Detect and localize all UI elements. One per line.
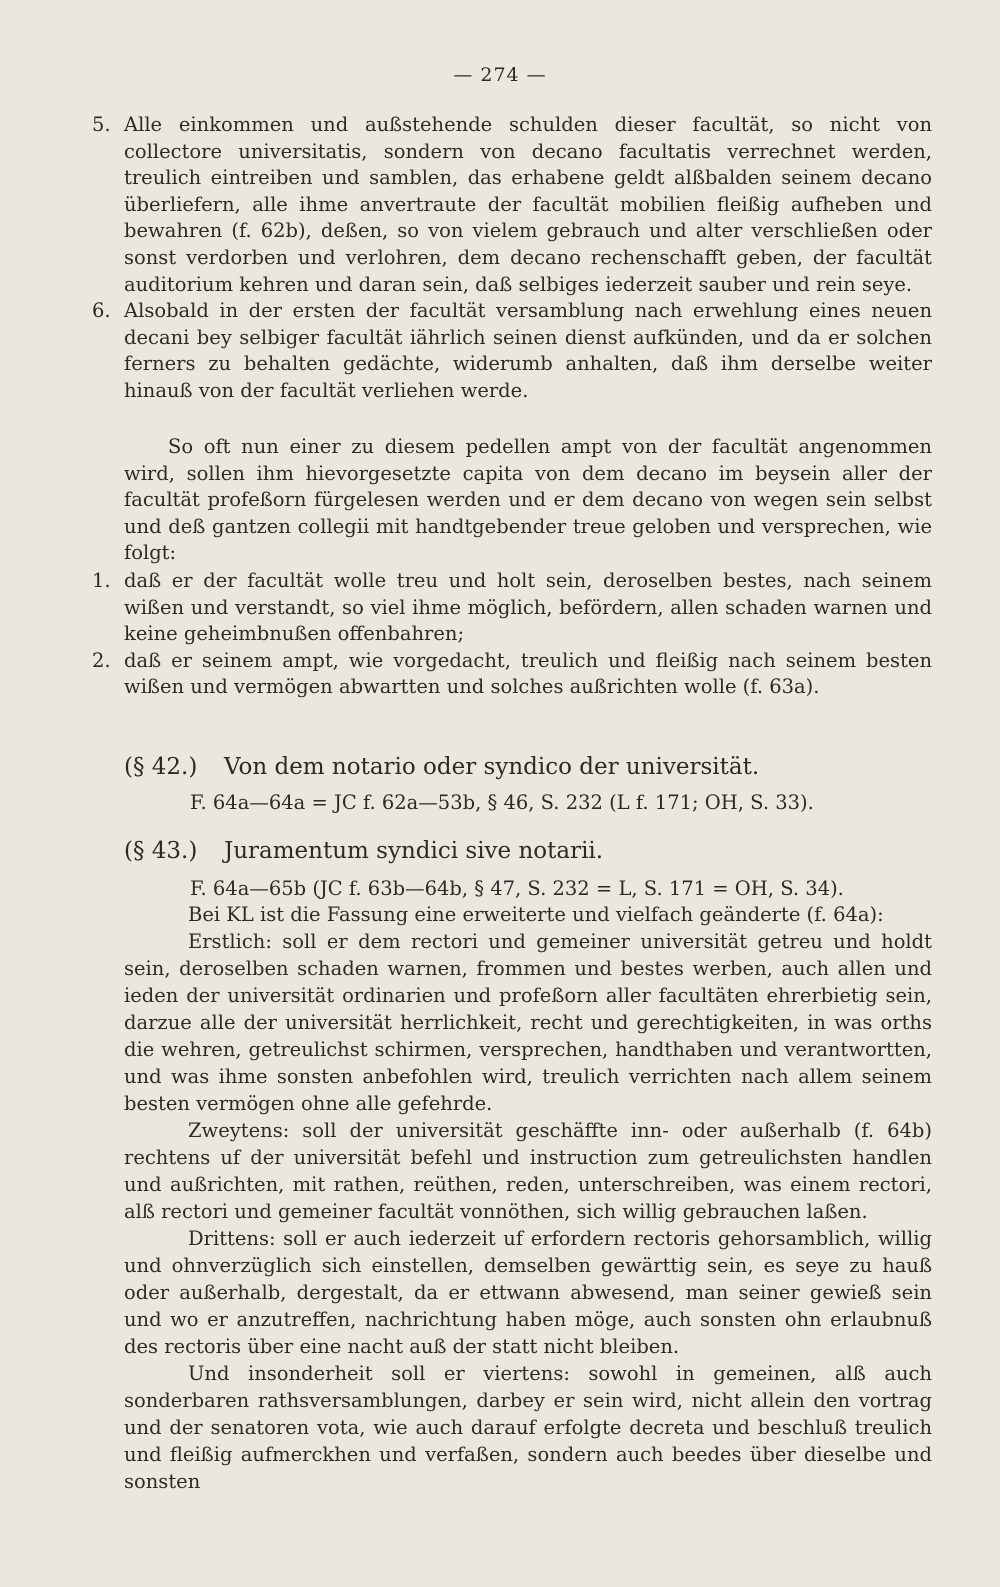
section-reference-42: F. 64a—64a = JC f. 62a—53b, § 46, S. 232 (L f. 171; OH, S. 33). <box>190 791 814 814</box>
list-item <box>92 298 932 404</box>
section-43-body <box>124 901 932 1495</box>
duty-list <box>92 112 932 405</box>
section-title: Juramentum syndici sive notarii. <box>224 838 604 864</box>
item-text: Alsobald in der ersten der facultät versamblung nach erwehlung eines neuen decani bey selbiger facultät iährlich seinen dienst aufkünden, und da er solchen ferners zu behalten gedächte, widerumb anhalten, daß ihm derselbe weiter hinauß von der facultät verliehen werde. <box>124 299 932 402</box>
item-number: 1. <box>92 569 111 592</box>
section-heading-43 <box>124 836 603 866</box>
list-item <box>92 648 932 701</box>
list-item <box>92 568 932 648</box>
oath-intro-block <box>124 434 932 567</box>
paragraph: Zweytens: soll der universität geschäffte inn- oder außerhalb (f. 64b) rechtens uf der universität befehl und instruction zum getreulichsten handlen und außrichten, mit rathen, reüthen, reden, unterschreiben, was einem rectori, alß rectori und gemeiner facultät vonnöthen, sich willig gebrauchen laßen. <box>124 1119 932 1223</box>
page-number: — 274 — <box>453 64 547 86</box>
section-number: (§ 43.) <box>124 838 198 864</box>
section-title: Von dem notario oder syndico der universität. <box>224 754 760 780</box>
section-heading-42 <box>124 752 759 782</box>
paragraph: Und insonderheit soll er viertens: sowohl in gemeinen, alß auch sonderbaren rathsversamblungen, darbey er sein wird, nicht allein den vortrag und der senatoren vota, wie auch darauf erfolgte decreta und beschluß treulich und fleißig aufmerckhen und verfaßen, sondern auch beedes über dieselbe und sonsten <box>124 1362 932 1493</box>
paragraph: Erstlich: soll er dem rectori und gemeiner universität getreu und holdt sein, deroselben schaden warnen, frommen und bestes werben, auch allen und ieden der universität ordinarien und profeßorn aller facultäten ehrerbietig sein, darzue alle der universität herrlichkeit, recht und gerechtigkeiten, in was orths die wehren, getreulichst schirmen, versprechen, handthaben und verantwortten, und was ihme sonsten anbefohlen wird, treulich verrichten nach allem seinem besten vermögen ohne alle gefehrde. <box>124 930 932 1115</box>
section-reference-43: F. 64a—65b (JC f. 63b—64b, § 47, S. 232 = L, S. 171 = OH, S. 34). <box>190 877 844 900</box>
section-intro: Bei KL ist die Fassung eine erweiterte und vielfach geänderte (f. 64a): <box>188 903 884 926</box>
paragraph: Drittens: soll er auch iederzeit uf erfordern rectoris gehorsamblich, willig und ohnverzüglich sich einstellen, demselben gewärttig sein, es seye zu hauß oder außerhalb, dergestalt, da er ettwann abwesend, man seiner gewieß sein und wo er anzutreffen, nachrichtung haben möge, auch sonsten ohn erlaubnuß des rectoris über eine nacht auß der statt nicht bleiben. <box>124 1227 932 1358</box>
oath-intro: So oft nun einer zu diesem pedellen ampt von der facultät angenommen wird, sollen ihm hievorgesetzte capita von dem decano im beysein aller der facultät profeßorn fürgelesen werden und er dem decano von wegen sein selbst und deß gantzen collegii mit handtgebender treue geloben und versprechen, wie folgt: <box>124 435 932 565</box>
item-text: Alle einkommen und außstehende schulden dieser facultät, so nicht von collectore universitatis, sondern von decano facultatis verrechnet werden, treulich eintreiben und samblen, das erhabene geldt alßbalden seinem decano überliefern, alle ihme anvertraute der facultät mobilien fleißig aufheben und bewahren (f. 62b), deßen, so von vielem gebrauch und alter verschließen oder sonst verdorben und verlohren, dem decano rechenschafft geben, der facultät auditorium kehren und daran sein, daß selbiges iederzeit sauber und rein seye. <box>124 113 932 296</box>
section-number: (§ 42.) <box>124 754 198 780</box>
oath-list <box>92 568 932 701</box>
item-text: daß er seinem ampt, wie vorgedacht, treulich und fleißig nach seinem besten wißen und vermögen abwartten und solches außrichten wolle (f. 63a). <box>124 648 932 699</box>
list-item <box>92 112 932 298</box>
item-number: 6. <box>92 299 111 323</box>
item-text: daß er der facultät wolle treu und holt sein, deroselben bestes, nach seinem wißen und verstandt, so viel ihme möglich, befördern, allen schaden warnen und keine geheimbnußen offenbahren; <box>124 569 932 646</box>
item-number: 5. <box>92 113 111 136</box>
item-number: 2. <box>92 648 111 672</box>
